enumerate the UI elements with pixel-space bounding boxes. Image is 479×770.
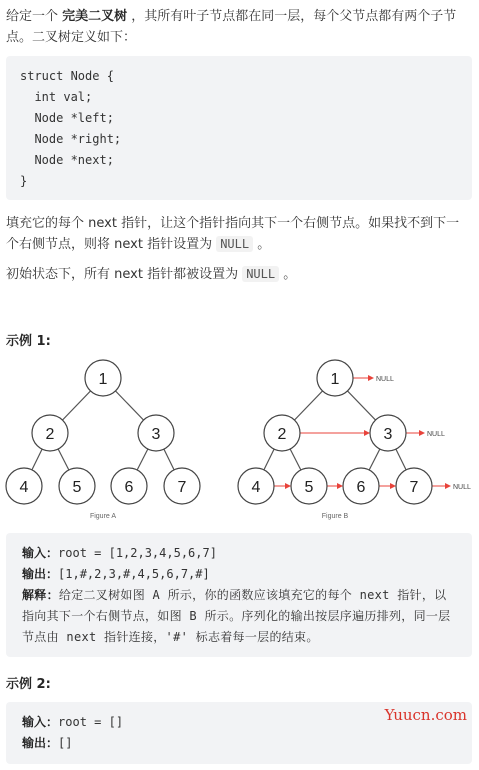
- code-line: Node *right;: [20, 132, 122, 146]
- intro-bold-term: 完美二叉树: [62, 9, 128, 24]
- node-label: 2: [277, 426, 287, 443]
- tree-figures: [0, 358, 479, 528]
- null-label: NULL: [453, 484, 471, 491]
- null-label: NULL: [376, 376, 394, 383]
- node-label: 5: [72, 479, 82, 496]
- example-1-explanation: 解释：给定二叉树如图 A 所示，你的函数应该填充它的每个 next 指针，以指向其下一个右侧节点，如图 B 所示。序列化的输出按层序遍历排列，同一层节点由 next 指针连接，'#' 标志着每一层的结束。: [22, 588, 451, 644]
- initial-state-paragraph: 初始状态下，所有 next 指针都被设置为 NULL 。: [6, 267, 297, 282]
- node-label: 6: [356, 479, 366, 496]
- example-2-heading: 示例 2:: [6, 677, 51, 692]
- node-label: 1: [330, 371, 340, 388]
- node-label: 4: [251, 479, 261, 496]
- struct-code-block: [6, 56, 472, 200]
- code-line: Node *next;: [20, 153, 114, 167]
- node-label: 7: [177, 479, 187, 496]
- node-label: 1: [98, 371, 108, 388]
- code-line: Node *left;: [20, 111, 114, 125]
- example-1-input: 输入：root = [1,2,3,4,5,6,7]: [22, 546, 217, 560]
- node-label: 6: [124, 479, 134, 496]
- null-code: NULL: [216, 236, 253, 252]
- watermark: Yuucn.com: [384, 706, 467, 724]
- node-label: 5: [304, 479, 314, 496]
- example-2-output: 输出：[]: [22, 736, 73, 750]
- intro-paragraph: 给定一个 完美二叉树 ，其所有叶子节点都在同一层，每个父节点都有两个子节点。二叉树定义如下：: [6, 9, 457, 45]
- node-label: 3: [151, 426, 161, 443]
- next-pointer-paragraph: 填充它的每个 next 指针，让这个指针指向其下一个右侧节点。如果找不到下一个右侧节点，则将 next 指针设置为 NULL 。: [6, 216, 460, 252]
- code-line: }: [20, 174, 28, 188]
- figure-a-caption: Figure A: [89, 513, 117, 520]
- node-label: 2: [45, 426, 55, 443]
- example-1-output: 输出：[1,#,2,3,#,4,5,6,7,#]: [22, 567, 210, 581]
- figure-b-caption: Figure B: [321, 513, 349, 520]
- code-line: struct Node {: [20, 69, 114, 83]
- null-label: NULL: [427, 431, 445, 438]
- node-label: 3: [383, 426, 393, 443]
- node-label: 4: [19, 479, 29, 496]
- example-2-input: 输入：root = []: [22, 715, 124, 729]
- null-code: NULL: [242, 266, 279, 282]
- node-label: 7: [409, 479, 419, 496]
- example-1-heading: 示例 1:: [6, 334, 51, 349]
- code-line: int val;: [20, 90, 93, 104]
